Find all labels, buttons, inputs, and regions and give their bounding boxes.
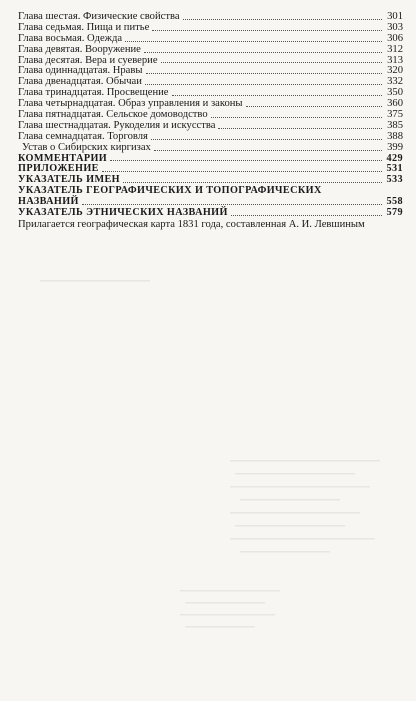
toc-entry-page: 350 [387, 87, 403, 99]
toc-entry-page: 313 [387, 54, 403, 66]
toc-dot-leader [218, 128, 382, 129]
toc-dot-leader [151, 139, 382, 140]
toc-dot-leader [125, 41, 382, 42]
toc-entry-page: 332 [387, 76, 403, 88]
toc-entry-page: 385 [387, 119, 403, 131]
toc-entry-title: Глава тринадцатая. Просвещение [18, 87, 169, 99]
toc-entry-title: УКАЗАТЕЛЬ ЭТНИЧЕСКИХ НАЗВАНИЙ [18, 207, 228, 219]
toc-dot-leader [211, 117, 382, 118]
toc-entry-title: Глава девятая. Вооружение [18, 43, 141, 55]
map-note: Прилагается географическая карта 1831 года, составленная А. И. Левшиным [18, 218, 365, 230]
toc-entry-page: 558 [386, 196, 403, 208]
bleed-through-texture [0, 280, 416, 701]
toc-entry-title: Глава десятая. Вера и суеверие [18, 54, 158, 66]
toc-entry-title: УКАЗАТЕЛЬ ГЕОГРАФИЧЕСКИХ И ТОПОГРАФИЧЕСКИХ [18, 185, 322, 197]
table-of-contents [18, 12, 403, 231]
toc-entry-title: Глава восьмая. Одежда [18, 32, 123, 44]
toc-dot-leader [161, 62, 382, 63]
toc-dot-leader [145, 84, 382, 85]
toc-entry-title: Устав о Сибирских киргизах [22, 141, 151, 153]
toc-entry-title: Глава седьмая. Пища и питье [18, 21, 150, 33]
toc-entry-title: УКАЗАТЕЛЬ ИМЕН [18, 174, 120, 186]
toc-dot-leader [183, 19, 382, 20]
toc-entry-page: 360 [387, 98, 403, 110]
toc-entry-title: Глава семнадцатая. Торговля [18, 130, 148, 142]
toc-dot-leader [172, 95, 383, 96]
toc-dot-leader [123, 182, 382, 183]
toc-dot-leader [154, 150, 382, 151]
toc-entry [18, 45, 403, 56]
toc-entry-page: 301 [387, 10, 403, 22]
toc-dot-leader [146, 73, 382, 74]
toc-entry-title: Глава пятнадцатая. Сельское домоводство [18, 109, 208, 120]
toc-entry-title: Глава одиннадцатая. Нравы [18, 65, 143, 77]
toc-entry-title: КОММЕНТАРИИ [18, 152, 108, 164]
toc-entry-title: ПРИЛОЖЕНИЕ [18, 163, 99, 175]
toc-dot-leader [102, 171, 382, 172]
toc-entry-page: 375 [387, 109, 403, 120]
toc-entry-page: 533 [386, 174, 403, 186]
toc-entry-page: 303 [387, 21, 403, 33]
toc-entry-geo-index [18, 186, 403, 208]
toc-entry-page: 399 [387, 141, 403, 153]
toc-entry-ethnic-index [18, 208, 403, 219]
toc-entry-page: 312 [387, 43, 403, 55]
toc-entry [18, 143, 403, 154]
toc-dot-leader [246, 106, 382, 107]
toc-entry-page: 320 [387, 65, 403, 77]
toc-entry-page: 531 [386, 163, 403, 175]
toc-entry-page: 388 [387, 130, 403, 142]
toc-entry-page: 306 [387, 32, 403, 44]
toc-dot-leader [144, 52, 382, 53]
toc-entry-title: Глава четырнадцатая. Образ управления и законы [18, 98, 243, 110]
toc-entry-title: Глава шестнадцатая. Рукоделия и искусства [18, 119, 216, 131]
toc-entry-title-cont: НАЗВАНИЙ [18, 196, 79, 208]
toc-entry-title: Глава шестая. Физические свойства [18, 10, 180, 22]
toc-dot-leader [82, 204, 382, 205]
toc-entry-page: 579 [386, 207, 403, 219]
toc-entry-page: 429 [386, 152, 403, 164]
toc-entry-title: Глава двенадцатая. Обычаи [18, 76, 142, 88]
toc-dot-leader [152, 30, 382, 31]
toc-dot-leader [231, 215, 382, 216]
toc-dot-leader [110, 160, 382, 161]
